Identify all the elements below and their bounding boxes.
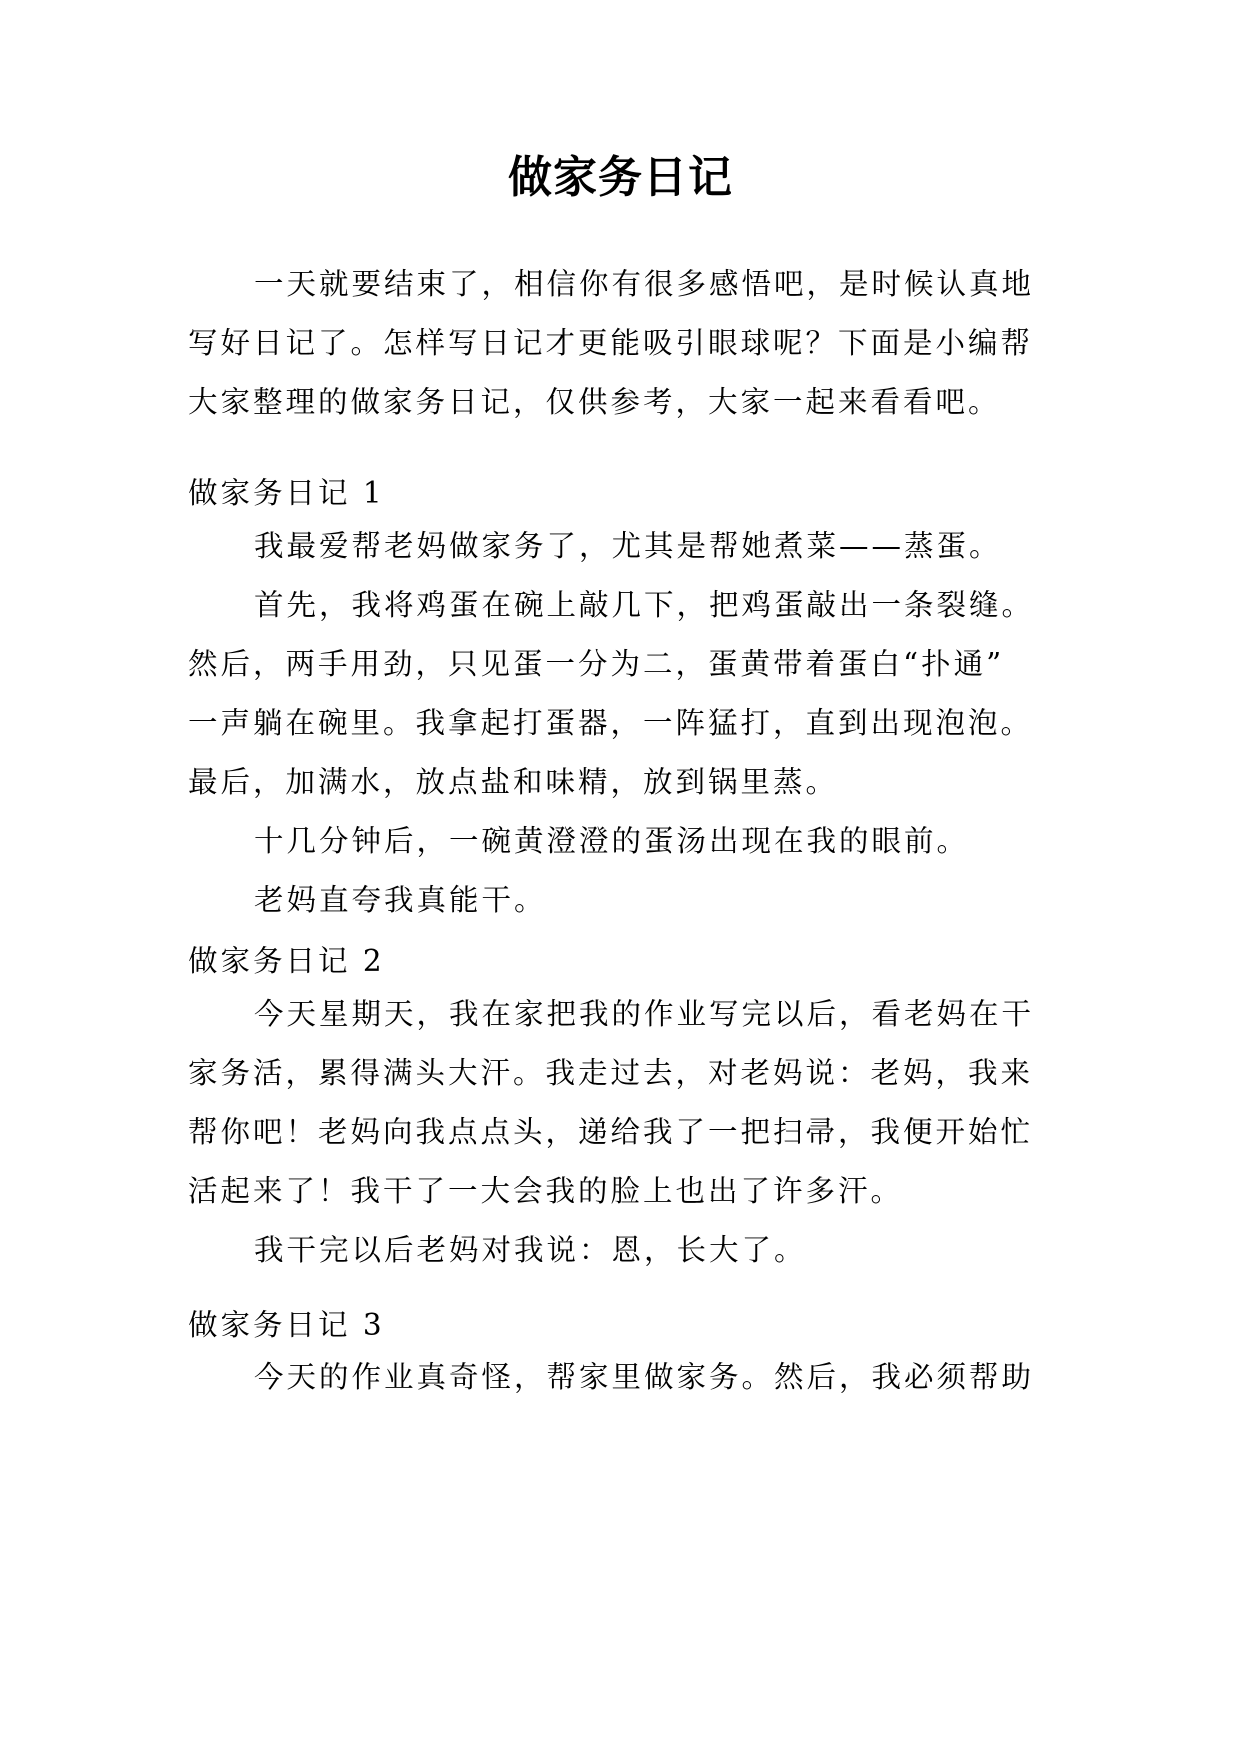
paragraph-line: 我干完以后老妈对我说：恩，长大了。 [254, 1233, 807, 1267]
paragraph-line: 最后，加满水，放点盐和味精，放到锅里蒸。 [188, 765, 839, 799]
intro-paragraph [188, 255, 1058, 432]
section-heading: 做家务日记 3 [188, 1308, 385, 1342]
section-heading: 做家务日记 2 [188, 944, 385, 978]
page-title: 做家务日记 [508, 152, 733, 203]
paragraph-line: 十几分钟后，一碗黄澄澄的蛋汤出现在我的眼前。 [254, 824, 970, 858]
section-body [188, 517, 1058, 930]
paragraph-line: 帮你吧！老妈向我点点头，递给我了一把扫帚，我便开始忙 [188, 1115, 1034, 1149]
paragraph-line: 一天就要结束了，相信你有很多感悟吧，是时候认真地 [254, 267, 1035, 301]
paragraph-line: 然后，两手用劲，只见蛋一分为二，蛋黄带着蛋白“扑通” [188, 647, 1005, 681]
paragraph-line: 活起来了！我干了一大会我的脸上也出了许多汗。 [188, 1174, 904, 1208]
paragraph-line: 老妈直夸我真能干。 [254, 883, 547, 917]
paragraph-line: 写好日记了。怎样写日记才更能吸引眼球呢？下面是小编帮 [188, 326, 1034, 360]
paragraph-line: 首先，我将鸡蛋在碗上敲几下，把鸡蛋敲出一条裂缝。 [254, 588, 1035, 622]
section-heading: 做家务日记 1 [188, 476, 385, 510]
paragraph-line: 今天星期天，我在家把我的作业写完以后，看老妈在干 [254, 997, 1035, 1031]
paragraph-line: 我最爱帮老妈做家务了，尤其是帮她煮菜——蒸蛋。 [254, 529, 1002, 563]
section-body [188, 1348, 1058, 1407]
paragraph-line: 今天的作业真奇怪，帮家里做家务。然后，我必须帮助 [254, 1360, 1035, 1394]
paragraph-line: 家务活，累得满头大汗。我走过去，对老妈说：老妈，我来 [188, 1056, 1034, 1090]
paragraph-line: 大家整理的做家务日记，仅供参考，大家一起来看看吧。 [188, 385, 1001, 419]
paragraph-line: 一声躺在碗里。我拿起打蛋器，一阵猛打，直到出现泡泡。 [188, 706, 1034, 740]
section-body [188, 985, 1058, 1280]
